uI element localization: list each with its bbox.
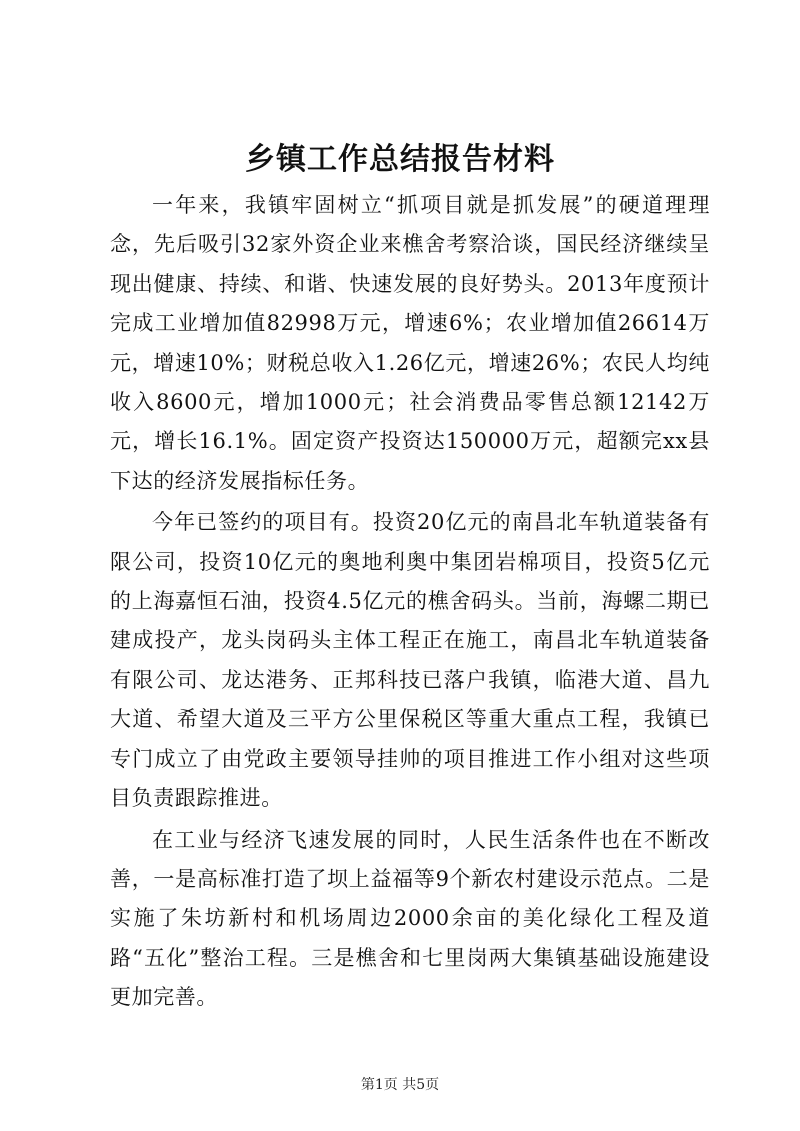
document-title: 乡镇工作总结报告材料 [245, 142, 555, 177]
document-body [110, 186, 710, 1020]
paragraph-living-conditions: 在工业与经济飞速发展的同时，人民生活条件也在不断改善，一是高标准打造了坝上益福等9个新农村建设示范点。二是实施了朱坊新村和机场周边2000余亩的美化绿化工程及道路“五化”整治工程。三是樵舍和七里岗两大集镇基础设施建设更加完善。 [110, 827, 710, 1010]
page-footer: 第1页 共5页 [360, 1077, 440, 1093]
paragraph-signed-projects: 今年已签约的项目有。投资20亿元的南昌北车轨道装备有限公司，投资10亿元的奥地利奥中集团岩棉项目，投资5亿元的上海嘉恒石油，投资4.5亿元的樵舍码头。当前，海螺二期已建成投产，龙头岗码头主体工程正在施工，南昌北车轨道装备有限公司、龙达港务、正邦科技已落户我镇，临港大道、昌九大道、希望大道及三平方公里保税区等重大重点工程，我镇已专门成立了由党政主要领导挂帅的项目推进工作小组对这些项目负责跟踪推进。 [110, 510, 710, 811]
paragraph-annual-summary: 一年来，我镇牢固树立“抓项目就是抓发展”的硬道理理念，先后吸引32家外资企业来樵舍考察洽谈，国民经济继续呈现出健康、持续、和谐、快速发展的良好势头。2013年度预计完成工业增加值82998万元，增速6%；农业增加值26614万元，增速10%；财税总收入1.26亿元，增速26%；农民人均纯收入8600元，增加1000元；社会消费品零售总额12142万元，增长16.1%。固定资产投资达150000万元，超额完xx县下达的经济发展指标任务。 [110, 193, 710, 493]
